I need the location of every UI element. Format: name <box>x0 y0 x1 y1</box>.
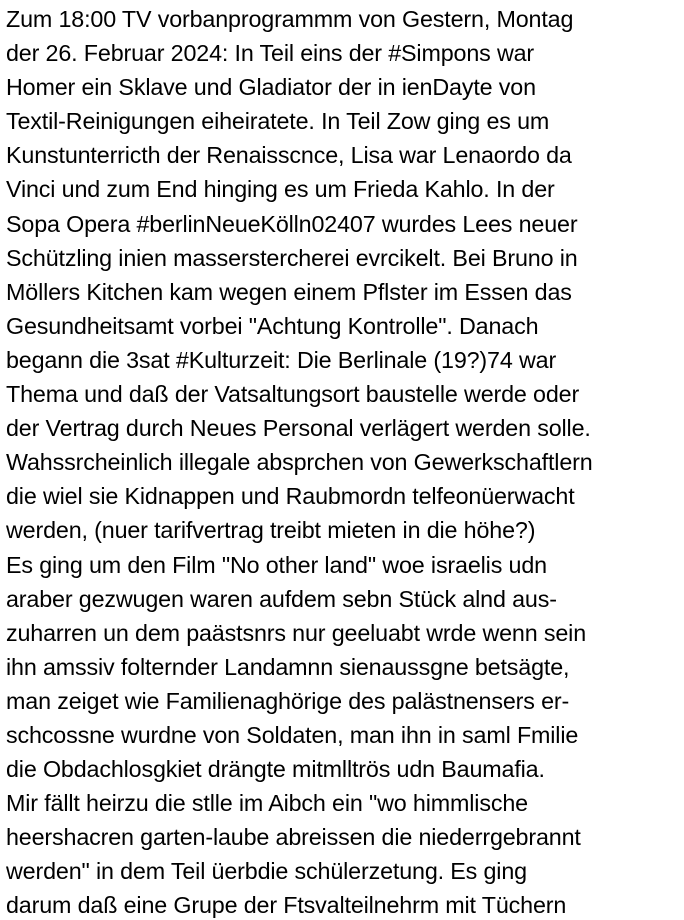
text-line: Wahssrcheinlich illegale absprchen von Gewerkschaftlern <box>6 449 593 476</box>
text-line: Es ging um den Film "No other land" woe israelis udn <box>6 551 547 578</box>
text-line: Gesundheitsamt vorbei "Achtung Kontrolle". Danach <box>6 312 539 339</box>
text-line: der 26. Februar 2024: In Teil eins der #Simpons war <box>6 40 535 67</box>
text-line: schcossne wurdne von Soldaten, man ihn in saml Fmilie <box>6 721 579 748</box>
text-line: werden" in dem Teil üerbdie schülerzetung. Es ging <box>6 858 527 885</box>
text-line: ihn amssiv folternder Landamnn sienaussgne betsägte, <box>6 653 570 680</box>
text-line: werden, (nuer tarifvertrag treibt mieten in die höhe?) <box>6 517 536 544</box>
text-line: araber gezwugen waren aufdem sebn Stück alnd aus- <box>6 585 557 612</box>
text-line: Schützling inien massersterchereі evrcikelt. Bei Bruno in <box>6 244 578 271</box>
text-line: Zum 18:00 TV vorbanprogrammm von Gestern, Montag <box>6 6 574 32</box>
text-line: begann die 3sat #Kulturzeit: Die Berlinale (19?)74 war <box>6 346 557 373</box>
text-line: zuharren un dem paästsnrs nur geeluabt wrde wenn sein <box>6 619 587 646</box>
text-line: Thema und daß der Vatsaltungsort baustelle werde oder <box>6 381 580 408</box>
text-line: Textil-Reinigungen eiheiratete. In Teil Zow ging es um <box>6 108 550 135</box>
text-line: darum daß eine Grupe der Ftsvalteilnehrm mit Tüchern <box>6 892 567 919</box>
text-line: man zeiget wie Familienaghörige des palästnensers er- <box>6 687 570 714</box>
text-line: Sopa Opera #berlinNeueKölln02407 wurdes Lees neuer <box>6 210 578 237</box>
text-line: Mir fällt heirzu die stlle im Aibch ein "wo himmlische <box>6 790 528 817</box>
text-line: die wiel sie Kidnappen und Raubmordn telfeonüerwacht <box>6 483 575 510</box>
text-line: Kunstunterricth der Renaisscnce, Lisa war Lenaordo da <box>6 142 572 169</box>
text-line: der Vertrag durch Neues Personal verlägert werden solle. <box>6 415 591 442</box>
text-line: Vinci und zum End hinging es um Frieda Kahlo. In der <box>6 176 555 203</box>
text-line: Homer ein Sklave und Gladiator der in ienDayte von <box>6 74 536 101</box>
text-line: die Obdachlosgkiet drängte mitmlltrös udn Baumafia. <box>6 756 545 783</box>
text-line: heershacren garten-laube abreissen die niederrgebrannt <box>6 824 581 851</box>
document-text <box>6 2 682 920</box>
text-line: Möllers Kitchen kam wegen einem Pflster im Essen das <box>6 278 572 305</box>
